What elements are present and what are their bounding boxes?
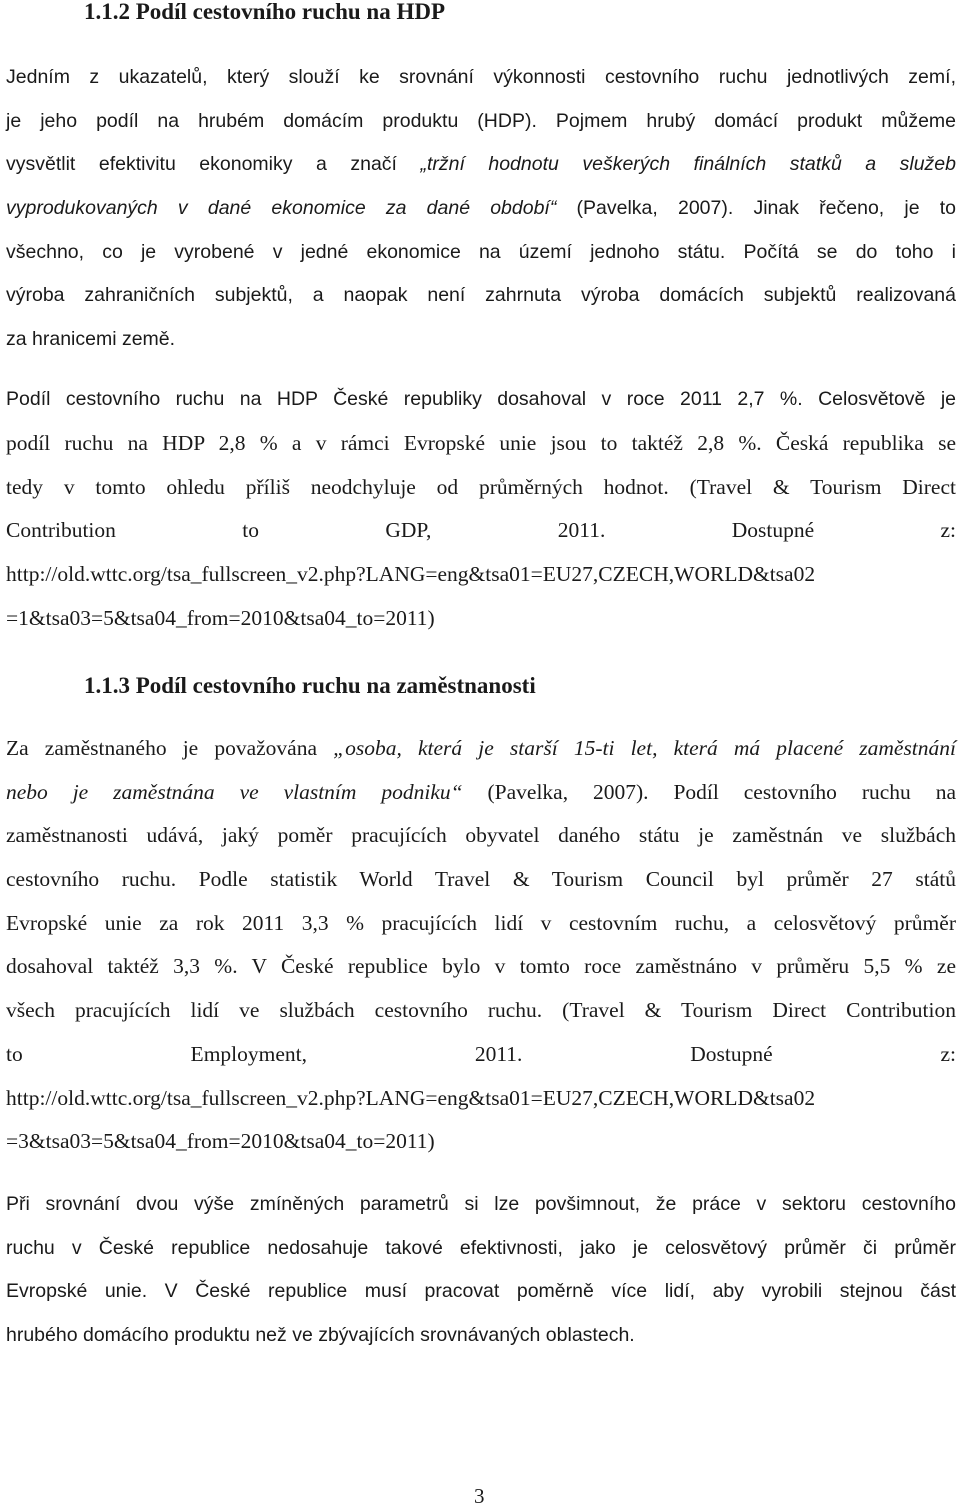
- paragraph-comparison: [6, 1183, 956, 1358]
- text-line: Jedním z ukazatelů, který slouží ke srovnání výkonnosti cestovního ruchu jednotlivých zemí,: [6, 66, 956, 88]
- text-line: podíl ruchu na HDP 2,8 % a v rámci Evropské unie jsou to taktéž 2,8 %. Česká republika se: [6, 431, 956, 455]
- paragraph-hdp-share-cont: [6, 422, 956, 640]
- text-line: hrubého domácího produktu než ve zbývajících srovnávaných oblastech.: [6, 1324, 635, 1347]
- text-line: [6, 771, 956, 815]
- text-line: výroba zahraničních subjektů, a naopak není zahrnuta výroba domácích subjektů realizovaná: [6, 284, 956, 307]
- text-run: Za zaměstnaného je považována: [6, 736, 334, 760]
- paragraph-hdp-definition: [6, 56, 956, 362]
- text-line: [6, 727, 956, 771]
- italic-quote: nebo je zaměstnána ve vlastním podniku“: [6, 779, 463, 804]
- italic-quote: „osoba, která je starší 15-ti let, která má placené zaměstnání: [333, 736, 957, 760]
- text-line: je jeho podíl na hrubém domácím produktu (HDP). Pojmem hrubý domácí produkt můžeme: [6, 109, 956, 132]
- section-heading-1-1-3: 1.1.3 Podíl cestovního ruchu na zaměstnanosti: [84, 673, 536, 698]
- text-line: cestovního ruchu. Podle statistik World Travel & Tourism Council byl průměr 27 států: [6, 867, 956, 892]
- italic-quote: vyprodukovaných v dané ekonomice za dané období“: [6, 197, 557, 220]
- text-run: (Pavelka, 2007). Podíl cestovního ruchu na: [462, 779, 956, 804]
- text-line: Evropské unie za rok 2011 3,3 % pracujících lidí v cestovním ruchu, a celosvětový průměr: [6, 910, 956, 935]
- source-url: http://old.wttc.org/tsa_fullscreen_v2.php?LANG=eng&tsa01=EU27,CZECH,WORLD&tsa02: [6, 1085, 816, 1110]
- text-line: Contribution to GDP, 2011. Dostupné z:: [6, 518, 956, 543]
- source-url-cont: =1&tsa03=5&tsa04_from=2010&tsa04_to=2011): [6, 605, 435, 630]
- paragraph-hdp-share-cz: [6, 378, 956, 422]
- page-number: 3: [474, 1484, 485, 1508]
- text-line: za hranicemi země.: [6, 328, 176, 351]
- text-line: [6, 187, 956, 231]
- text-line: to Employment, 2011. Dostupné z:: [6, 1041, 956, 1066]
- source-url: http://old.wttc.org/tsa_fullscreen_v2.php?LANG=eng&tsa01=EU27,CZECH,WORLD&tsa02: [6, 562, 816, 587]
- section-heading-1-1-2: 1.1.2 Podíl cestovního ruchu na HDP: [84, 0, 446, 24]
- text-line: dosahoval taktéž 3,3 %. V České republice bylo v tomto roce zaměstnáno v průměru 5,5 % ze: [6, 954, 956, 979]
- text-line: všechno, co je vyrobené v jedné ekonomice na území jednoho státu. Počítá se do toho i: [6, 240, 956, 263]
- text-line: [6, 143, 956, 187]
- paragraph-employment: [6, 727, 956, 1164]
- text-line: zaměstnanosti udává, jaký poměr pracujících obyvatel daného státu je zaměstnán ve službách: [6, 823, 956, 848]
- italic-quote: „tržní hodnotu veškerých finálních statků a služeb: [420, 153, 956, 176]
- text-run: vysvětlit efektivitu ekonomiky a značí: [6, 153, 421, 176]
- source-url-cont: =3&tsa03=5&tsa04_from=2010&tsa04_to=2011): [6, 1129, 435, 1154]
- text-line: Při srovnání dvou výše zmíněných parametrů si lze povšimnout, že práce v sektoru cestovního: [6, 1193, 956, 1215]
- text-run: (Pavelka, 2007). Jinak řečeno, je to: [556, 197, 956, 220]
- text-line: všech pracujících lidí ve službách cestovního ruchu. (Travel & Tourism Direct Contribution: [6, 998, 956, 1023]
- text-line: tedy v tomto ohledu příliš neodchyluje od průměrných hodnot. (Travel & Tourism Direct: [6, 474, 956, 499]
- text-line: Podíl cestovního ruchu na HDP České republiky dosahoval v roce 2011 2,7 %. Celosvětově je: [6, 388, 956, 410]
- text-line: Evropské unie. V České republice musí pracovat poměrně více lidí, aby vyrobili stejnou část: [6, 1280, 956, 1303]
- text-line: ruchu v České republice nedosahuje takové efektivnosti, jako je celosvětový průměr či průměr: [6, 1236, 956, 1259]
